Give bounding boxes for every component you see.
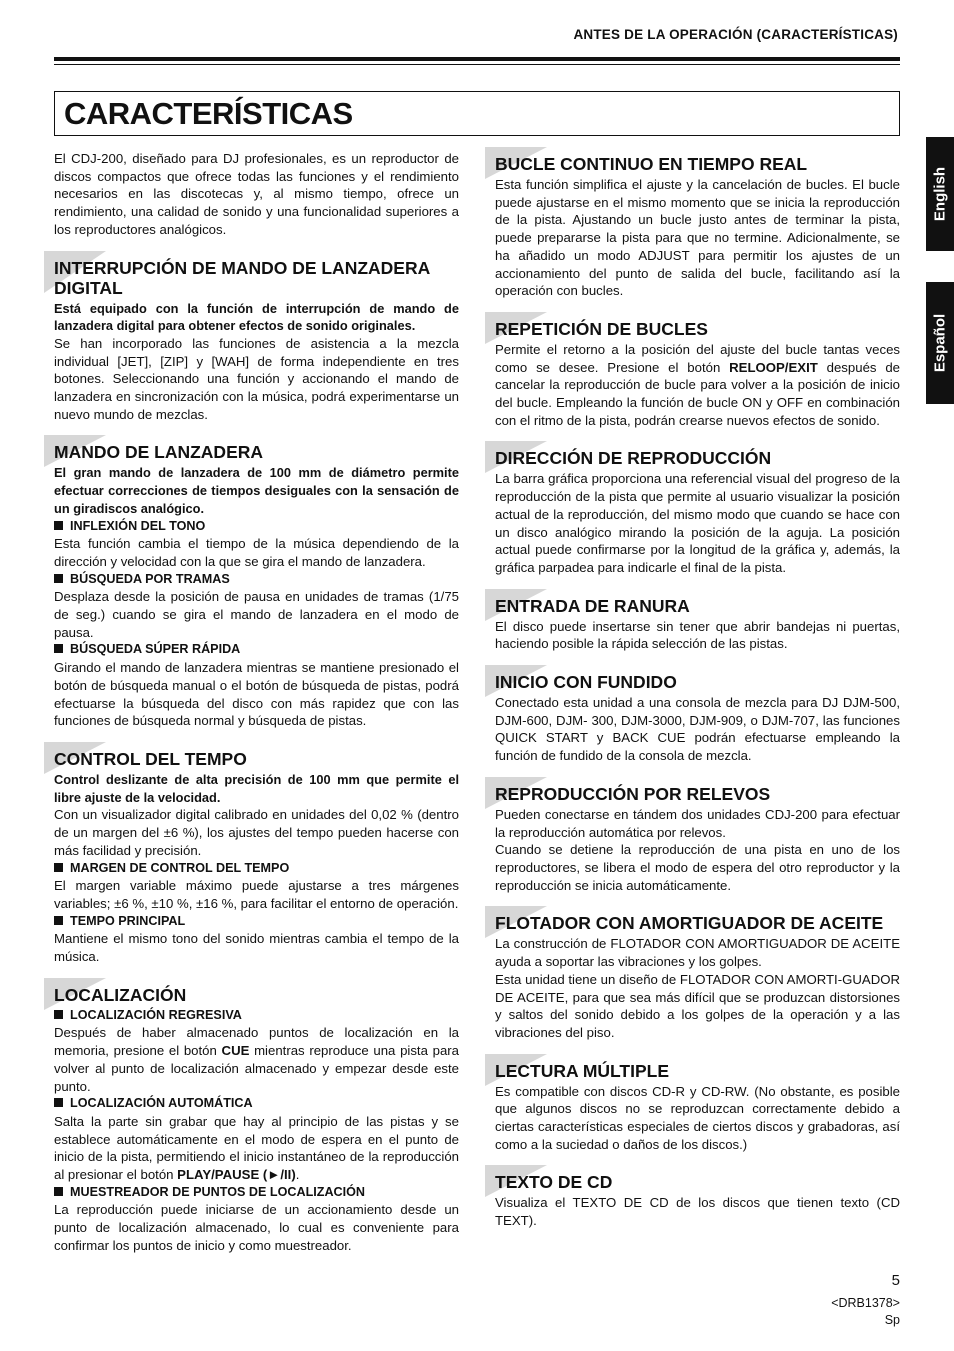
section-title: INICIO CON FUNDIDO <box>495 672 900 692</box>
section-slot-in <box>495 596 900 653</box>
section-body: Se han incorporado las funciones de asistencia a la mezcla individual [JET], [ZIP] y [WAH] de forma independiente en tres botones. Seleccionando una función y accionando el mando de lanzadera en sincronización con la música, podrá experimentarse un nuevo mundo de mezclas. <box>54 335 459 422</box>
square-bullet-icon <box>54 521 63 530</box>
section-relay-play <box>495 784 900 895</box>
section-body: Permite el retorno a la posición del ajuste del bucle tantas veces como se desee. Presione el botón RELOOP/EXIT después de cancelar la reproducción de bucle para volver a la posición de inicio del bucle. Empleando la función de bucle ON y OFF en combinación con el ritmo de la pista, podrán crearse nuevos efectos de sonido. <box>495 341 900 428</box>
section-title: LOCALIZACIÓN <box>54 985 459 1005</box>
section-body: El margen variable máximo puede ajustarse a tres márgenes variables; ±6 %, ±10 %, ±16 %, para facilitar el entorno de operación. <box>54 878 459 911</box>
section-lead: El gran mando de lanzadera de 100 mm de diámetro permite efectuar correcciones de tiempos desiguales con la sensación de un giradiscos analógico. <box>54 465 459 516</box>
section-body: Esta función simplifica el ajuste y la cancelación de bucles. El bucle puede ajustarse en el mismo momento que se inicia la reproducción de la pista. Ajustando un bucle justo antes de terminar la pista, puede prepararse la pista para que no termine. Adicionalmente, se ha añadido un modo ADJUST para permitir los ajustes de un accionamiento del punto de salida del bucle, facilitando así la operación con bucles. <box>495 177 900 299</box>
square-bullet-icon <box>54 1187 63 1196</box>
square-bullet-icon <box>54 1010 63 1019</box>
intro-paragraph: El CDJ-200, diseñado para DJ profesionales, es un reproductor de discos compactos que ofrece todas las funciones y el rendimiento necesarios en las discotecas y, al mismo tiempo, ofrece un rendimiento, una calidad de sonido y una funcionalidad superiores a los reproductores analógicos. <box>54 151 459 237</box>
right-column <box>495 154 900 1230</box>
left-column <box>54 150 459 1255</box>
section-cue <box>54 985 459 1255</box>
section-cd-text <box>495 1172 900 1229</box>
subheading: LOCALIZACIÓN REGRESIVA <box>54 1007 459 1025</box>
subheading: BÚSQUEDA POR TRAMAS <box>54 571 459 589</box>
section-body: El disco puede insertarse sin tener que abrir bandejas ni puertas, haciendo posible la rápida selección de las pistas. <box>495 618 900 652</box>
square-bullet-icon <box>54 574 63 583</box>
section-lead: Control deslizante de alta precisión de 100 mm que permite el libre ajuste de la velocidad. <box>54 771 459 805</box>
section-body: Esta unidad tiene un diseño de FLOTADOR CON AMORTI-GUADOR DE ACEITE, para que sea más difícil que se produzcan distorsiones y saltos del sonido debido a los golpes de la operación y a las vibraciones del piso. <box>495 971 900 1040</box>
section-body: Después de haber almacenado puntos de localización en la memoria, presione el botón CUE mientras reproduce una pista para volver al punto de localización almacenado y empezar desde este punto. <box>54 1025 459 1094</box>
section-body: Visualiza el TEXTO DE CD de los discos que tienen texto (CD TEXT). <box>495 1195 900 1229</box>
section-body: Girando el mando de lanzadera mientras se mantiene presionado el botón de búsqueda manual o el botón de búsqueda de pistas, podrá efectuarse la búsqueda del disco con más rapidez que con las funciones de búsqueda normal y búsqueda de pistas. <box>54 660 459 729</box>
section-tempo-control <box>54 749 459 966</box>
section-body: Cuando se detiene la reproducción de una pista en uno de los reproductores, se libera el modo de espera del otro reproductor y la reproducción se inicia automáticamente. <box>495 842 900 893</box>
page-number: 5 <box>891 1272 900 1289</box>
document-code: <DRB1378> Sp <box>831 1296 900 1327</box>
section-body: La barra gráfica proporciona una referencial visual del progreso de la reproducción de la pista que permite al usuario visualizar la posición actual de la reproducción, del mismo modo que cuando se hace con un disco analógico mirando la posición de la aguja. La posición actual puede confirmarse por la longitud de la gráfica y, además, la gráfica parpadea para indicarle el final de la pista. <box>495 471 900 575</box>
subheading: INFLEXIÓN DEL TONO <box>54 518 459 536</box>
subheading: BÚSQUEDA SÚPER RÁPIDA <box>54 641 459 659</box>
section-body: Conectado esta unidad a una consola de mezcla para DJ DJM-500, DJM-600, DJM- 300, DJM-3000, DJM-909, o DJM-707, las funciones QUICK START y BACK CUE podrán efectuarse empleando la función de fundido de la consola de mezcla. <box>495 695 900 764</box>
section-lead: Está equipado con la función de interrupción de mando de lanzadera digital para obtener efectos de sonido originales. <box>54 300 459 334</box>
square-bullet-icon <box>54 644 63 653</box>
section-body: Con un visualizador digital calibrado en unidades del 0,02 % (dentro de un margen del ±6 %), los ajustes del tempo pueden hacerse con más facilidad y precisión. <box>54 807 459 858</box>
lang-tab-espanol[interactable] <box>926 282 954 404</box>
section-title: REPRODUCCIÓN POR RELEVOS <box>495 784 900 804</box>
section-body: Es compatible con discos CD-R y CD-RW. (No obstante, es posible que algunos discos no se reproduzcan correctamente debido a ciertas características especiales de ciertos discos y grabadoras, así como a la suciedad o daños de los discos.) <box>495 1083 900 1152</box>
section-title: REPETICIÓN DE BUCLES <box>495 319 900 339</box>
section-fader-start <box>495 672 900 765</box>
section-title: FLOTADOR CON AMORTIGUADOR DE ACEITE <box>495 913 900 933</box>
section-jog-dial <box>54 442 459 730</box>
header-rule-thick <box>54 57 900 61</box>
section-title: LECTURA MÚLTIPLE <box>495 1061 900 1081</box>
section-reloop <box>495 319 900 430</box>
section-body: Esta función cambia el tiempo de la música dependiendo de la dirección y velocidad con la que se gira el mando de lanzadera. <box>54 536 459 569</box>
section-title: MANDO DE LANZADERA <box>54 442 459 462</box>
square-bullet-icon <box>54 863 63 872</box>
subheading: TEMPO PRINCIPAL <box>54 913 459 931</box>
section-title: TEXTO DE CD <box>495 1172 900 1192</box>
subheading: LOCALIZACIÓN AUTOMÁTICA <box>54 1095 459 1113</box>
page-title-box <box>54 91 900 136</box>
section-body: Desplaza desde la posición de pausa en unidades de tramas (1/75 de seg.) cuando se gira el mando de lanzadera en el modo de pausa. <box>54 589 459 640</box>
square-bullet-icon <box>54 916 63 925</box>
section-body: Pueden conectarse en tándem dos unidades CDJ-200 para efectuar la reproducción automática por relevos. <box>495 806 900 840</box>
section-title: CONTROL DEL TEMPO <box>54 749 459 769</box>
lang-tab-english[interactable] <box>926 137 954 251</box>
section-body: La reproducción puede iniciarse de un accionamiento desde un punto de localización almacenado, lo cual es conveniente para confirmar los puntos de inicio y como muestreador. <box>54 1202 459 1253</box>
section-digital-jog-break <box>54 258 459 424</box>
section-real-time-seamless-loop <box>495 154 900 300</box>
section-oil-damper-float <box>495 913 900 1041</box>
subheading: MUESTREADOR DE PUNTOS DE LOCALIZACIÓN <box>54 1184 459 1202</box>
section-title: ENTRADA DE RANURA <box>495 596 900 616</box>
lang-tab-english-label: English <box>931 166 949 222</box>
header-rule-thin <box>54 64 900 65</box>
section-title: DIRECCIÓN DE REPRODUCCIÓN <box>495 448 900 468</box>
section-title: BUCLE CONTINUO EN TIEMPO REAL <box>495 154 900 174</box>
section-playback-address <box>495 448 900 576</box>
section-multi-read <box>495 1061 900 1154</box>
section-body: La construcción de FLOTADOR CON AMORTIGUADOR DE ACEITE ayuda a soportar las vibraciones y los golpes. <box>495 936 900 970</box>
section-body: Mantiene el mismo tono del sonido mientras cambia el tempo de la música. <box>54 931 459 965</box>
lang-tab-espanol-label: Español <box>931 313 949 373</box>
subheading: MARGEN DE CONTROL DEL TEMPO <box>54 860 459 878</box>
section-title: INTERRUPCIÓN DE MANDO DE LANZADERA DIGITAL <box>54 258 459 298</box>
page-title: CARACTERÍSTICAS <box>64 96 353 131</box>
section-body: Salta la parte sin grabar que hay al principio de las pistas y se establece automáticamente en el modo de espera en el punto de inicio de la pista, permitiendo el inicio instantáneo de la reproducción al presionar el botón PLAY/PAUSE (►/II). <box>54 1113 459 1183</box>
running-header: ANTES DE LA OPERACIÓN (CARACTERÍSTICAS) <box>573 27 898 42</box>
square-bullet-icon <box>54 1098 63 1107</box>
